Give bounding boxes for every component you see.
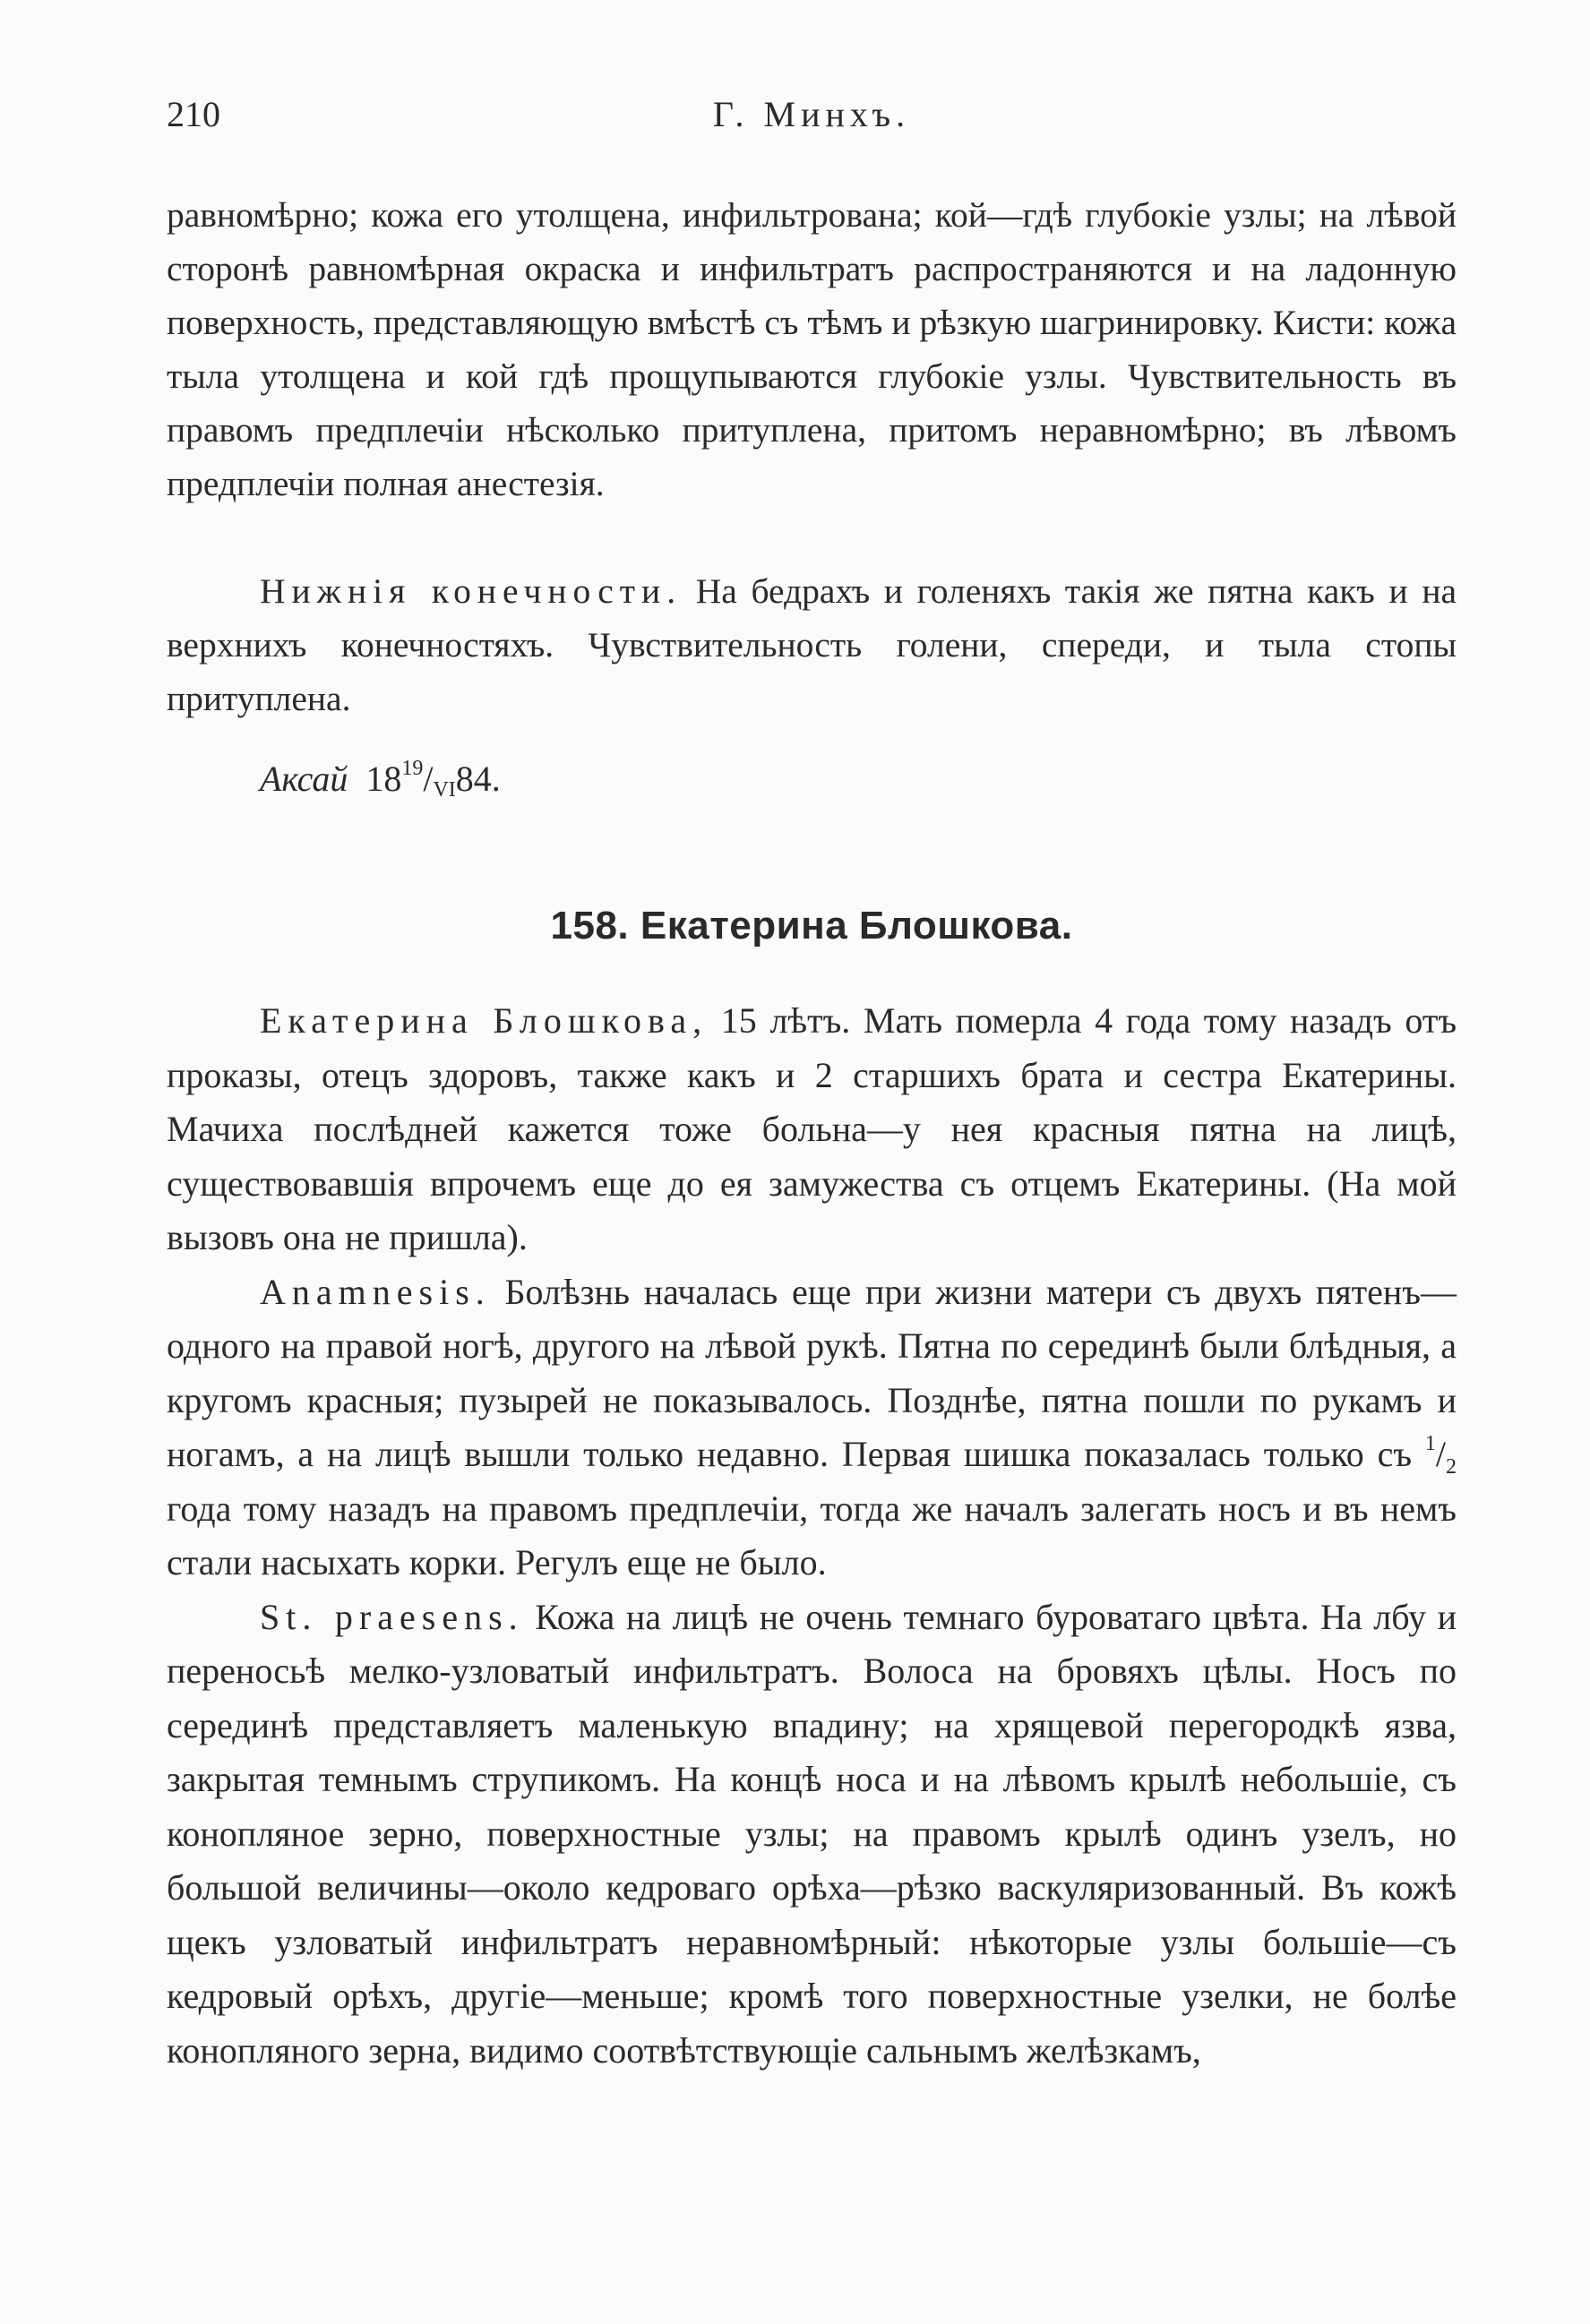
spaced-label: Нижнія конечности.: [260, 571, 683, 611]
paragraph-text: Кожа на лицѣ не очень темнаго буроватаго цвѣта. На лбу и переносьѣ мелко-узловатый инфильтратъ. Волоса на бровяхъ цѣлы. Носъ по серединѣ представляетъ маленькую впадину; на хрящевой перегородкѣ язва, закрытая темнымъ струпикомъ. На концѣ носа и на лѣвомъ крылѣ небольшіе, съ конопляное зерно, поверхностные узлы; на правомъ крылѣ одинъ узелъ, но большой величины—около кедроваго орѣха—рѣзко васкуляризованный. Въ кожѣ щекъ узловатый инфильтратъ неравномѣрный: нѣкоторые узлы большіе—съ кедровый орѣхъ, другіе—меньше; кромѣ того поверхностные узелки, не болѣе конопляного зерна, видимо соотвѣтствующіе сальнымъ желѣзкамъ,: [167, 1596, 1457, 2071]
paragraph: равномѣрно; кожа его утолщена, инфильтрована; кой—гдѣ глубокіе узлы; на лѣвой сторонѣ равномѣрная окраска и инфильтратъ распространяются и на ладонную поверхность, представляющую вмѣстѣ съ тѣмъ и рѣзкую шагринировку. Кисти: кожа тыла утолщена и кой гдѣ прощупываются глубокіе узлы. Чувствительность въ правомъ предплечіи нѣсколько притуплена, притомъ неравномѣрно; въ лѣвомъ предплечіи полная анестезія.: [167, 195, 1457, 503]
place-date-line: Аксай $18^{19}/_{VI}84$.: [260, 757, 501, 802]
paragraph-text: 15 лѣтъ. Мать померла 4 года тому назадъ отъ проказы, отецъ здоровъ, также какъ и 2 старшихъ брата и сестра Екатерины. Мачиха послѣдней кажется тоже больна—у нея красныя пятна на лицѣ, существовавшія впрочемъ еще до ея замужества съ отцемъ Екатерины. (На мой вызовъ она не пришла).: [167, 1000, 1457, 1257]
page-number: 210: [167, 94, 220, 134]
paragraph: [167, 1591, 1457, 2079]
paragraph: [167, 994, 1457, 1265]
case-heading: 158. Екатерина Блошкова.: [550, 904, 1073, 948]
date-sup: 19: [401, 757, 424, 780]
paragraph: [167, 1265, 1457, 1591]
running-title: Г. Минхъ.: [712, 94, 911, 134]
date-tail: 84.: [455, 759, 501, 799]
paragraph-text: На бедрахъ и голеняхъ такія же пятна какъ и на верхнихъ конечностяхъ. Чувствительность голени, спереди, и тыла стопы притуплена.: [167, 571, 1457, 718]
paragraph: [167, 564, 1457, 725]
date-sub: VI: [433, 778, 456, 802]
spaced-label: Екатерина Блошкова,: [260, 1000, 709, 1041]
date-main: 18: [365, 759, 402, 799]
lower-limbs-paragraph: [167, 564, 1457, 725]
spaced-label: St. praesens.: [260, 1596, 524, 1637]
case-body: [167, 994, 1457, 2078]
running-head: [167, 88, 1457, 141]
spaced-label: Anamnesis.: [260, 1271, 491, 1312]
fraction-numerator: 1: [1424, 1432, 1436, 1455]
paragraph-text: года тому назадъ на правомъ предплечіи, тогда же началъ залегать носъ и въ немъ стали насыхать корки. Регулъ еще не было.: [167, 1488, 1457, 1582]
fraction-denominator: 2: [1446, 1455, 1457, 1479]
place-name: Аксай: [260, 759, 348, 799]
paragraph-text: Болѣзнь началась еще при жизни матери съ двухъ пятенъ—одного на правой ногѣ, другого на лѣвой рукѣ. Пятна по серединѣ были блѣдныя, а кругомъ красныя; пузырей не показывалось. Позднѣе, пятна пошли по рукамъ и ногамъ, а на лицѣ вышли только недавно. Первая шишка показалась только съ: [167, 1271, 1457, 1474]
fraction: $^1/_2$: [1424, 1432, 1457, 1479]
previous-case-continuation: [167, 188, 1457, 510]
